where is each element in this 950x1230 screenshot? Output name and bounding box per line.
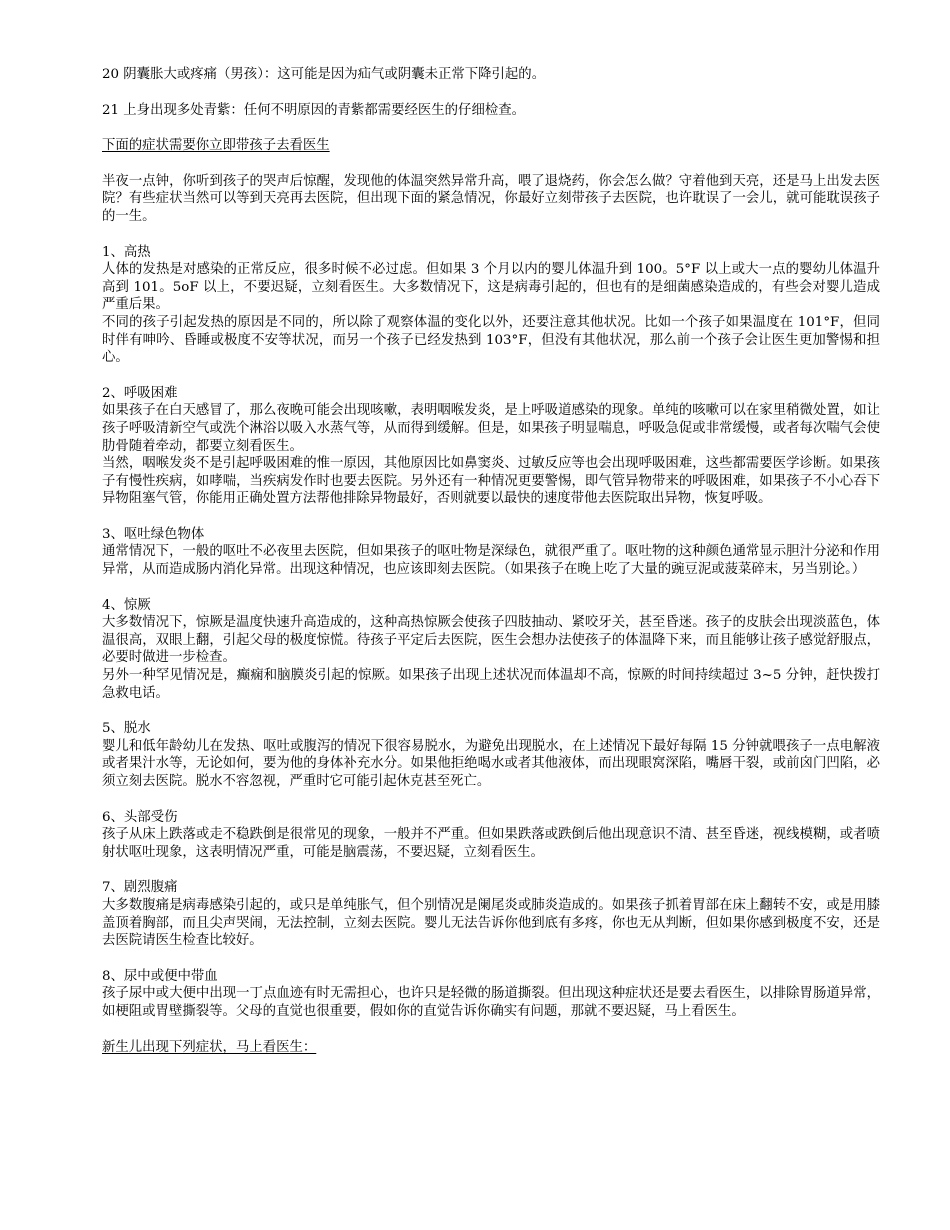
section-7 bbox=[102, 879, 880, 949]
section-paragraph: 大多数腹痛是病毒感染引起的，或只是单纯胀气，但个别情况是阑尾炎或肺炎造成的。如果孩子抓着胃部在床上翻转不安，或是用膝盖顶着胸部，而且尖声哭闹，无法控制，立刻去医院。婴儿无法告诉你他到底有多疼，你也无从判断，但如果你感到极度不安，还是去医院请医生检查比较好。 bbox=[102, 897, 880, 949]
section-8 bbox=[102, 968, 880, 1021]
section-1 bbox=[102, 244, 880, 367]
section-paragraph: 如果孩子在白天感冒了，那么夜晚可能会出现咳嗽，表明咽喉发炎，是上呼吸道感染的现象。单纯的咳嗽可以在家里稍微处置，如让孩子呼吸清新空气或洗个淋浴以吸入水蒸气等，从而得到缓解。但是，如果孩子明显喘息，呼吸急促或非常缓慢，或者每次喘气会使肋骨随着牵动，都要立刻看医生。 bbox=[102, 403, 880, 454]
section-title: 8、尿中或便中带血 bbox=[102, 968, 218, 984]
section-paragraph: 婴儿和低年龄幼儿在发热、呕吐或腹泻的情况下很容易脱水，为避免出现脱水，在上述情况下最好每隔 15 分钟就喂孩子一点电解液或者果汁水等，无论如何，要为他的身体补充水分。如果他拒绝喝水或者其他液体，而出现眼窝深陷，嘴唇干裂，或前囟门凹陷，必须立刻去医院。脱水不容忽视，严重时它可能引起休克甚至死亡。 bbox=[102, 738, 880, 789]
section-title: 1、高热 bbox=[102, 244, 151, 260]
section-paragraph: 孩子尿中或大便中出现一丁点血迹有时无需担心，也许只是轻微的肠道撕裂。但出现这种症状还是要去看医生，以排除胃肠道异常，如梗阻或胃壁撕裂等。父母的直觉也很重要，假如你的直觉告诉你确实有问题，那就不要迟疑，马上看医生。 bbox=[102, 986, 880, 1019]
section-title: 2、呼吸困难 bbox=[102, 385, 178, 401]
item-21: 21 上身出现多处青紫：任何不明原因的青紫都需要经医生的仔细检查。 bbox=[102, 102, 526, 118]
section-title: 7、剧烈腹痛 bbox=[102, 880, 178, 896]
section-4 bbox=[102, 597, 880, 703]
section-title: 5、脱水 bbox=[102, 721, 151, 737]
section-paragraph: 另外一种罕见情况是，癫痫和脑膜炎引起的惊厥。如果孩子出现上述状况而体温却不高，惊厥的时间持续超过 3~5 分钟，赶快拨打急救电话。 bbox=[102, 668, 880, 701]
section-paragraph: 大多数情况下，惊厥是温度快速升高造成的，这种高热惊厥会使孩子四肢抽动、紧咬牙关，甚至昏迷。孩子的皮肤会出现淡蓝色，体温很高，双眼上翻，引起父母的极度惊慌。待孩子平定后去医院，医生会想办法使孩子的体温降下来，而且能够让孩子感觉舒服点，必要时做进一步检查。 bbox=[102, 615, 880, 666]
section-paragraph: 当然，咽喉发炎不是引起呼吸困难的惟一原因，其他原因比如鼻窦炎、过敏反应等也会出现呼吸困难，这些都需要医学诊断。如果孩子有慢性疾病，如哮喘，当疾病发作时也要去医院。另外还有一种情况更要警惕，即气管异物带来的呼吸困难，如果孩子不小心吞下异物阻塞气管，你能用正确处置方法帮他排除异物最好，否则就要以最快的速度带他去医院取出异物，恢复呼吸。 bbox=[102, 456, 880, 507]
section-5 bbox=[102, 720, 880, 790]
intro-paragraph: 半夜一点钟，你听到孩子的哭声后惊醒，发现他的体温突然异常升高，喂了退烧药，你会怎么做？守着他到天亮，还是马上出发去医院？有些症状当然可以等到天亮再去医院，但出现下面的紧急情况，你最好立刻带孩子去医院，也许耽误了一会儿，就可能耽误孩子的一生。 bbox=[102, 173, 880, 224]
section-6 bbox=[102, 809, 880, 862]
document-page bbox=[102, 66, 880, 1056]
section-paragraph: 通常情况下，一般的呕吐不必夜里去医院，但如果孩子的呕吐物是深绿色，就很严重了。呕吐物的这种颜色通常显示胆汁分泌和作用异常，从而造成肠内消化异常。出现这种情况，也应该即刻去医院。（如果孩子在晚上吃了大量的豌豆泥或菠菜碎末，另当别论。） bbox=[102, 544, 880, 578]
section-title: 6、头部受伤 bbox=[102, 809, 178, 825]
item-20: 20 阴囊胀大或疼痛（男孩）：这可能是因为疝气或阴囊未正常下降引起的。 bbox=[102, 67, 546, 82]
heading-urgent: 下面的症状需要你立即带孩子去看医生 bbox=[102, 138, 330, 154]
section-paragraph: 不同的孩子引起发热的原因是不同的，所以除了观察体温的变化以外，还要注意其他状况。比如一个孩子如果温度在 101°F，但同时伴有呻吟、昏睡或极度不安等状况，而另一个孩子已经发热到 103°F，但没有其他状况，那么前一个孩子会让医生更加警惕和担心。 bbox=[102, 314, 880, 366]
section-paragraph: 孩子从床上跌落或走不稳跌倒是很常见的现象，一般并不严重。但如果跌落或跌倒后他出现意识不清、甚至昏迷，视线模糊，或者喷射状呕吐现象，这表明情况严重，可能是脑震荡，不要迟疑，立刻看医生。 bbox=[102, 827, 880, 860]
section-2 bbox=[102, 385, 880, 508]
section-paragraph: 人体的发热是对感染的正常反应，很多时候不必过虑。但如果 3 个月以内的婴儿体温升到 100。5°F 以上或大一点的婴幼儿体温升高到 101。5oF 以上，不要迟疑，立刻看医生。大多数情况下，这是病毒引起的，但也有的是细菌感染造成的，有些会对婴儿造成严重后果。 bbox=[102, 262, 880, 313]
section-title: 3、呕吐绿色物体 bbox=[102, 526, 205, 542]
section-title: 4、惊厥 bbox=[102, 597, 151, 613]
heading-newborn: 新生儿出现下列症状，马上看医生： bbox=[102, 1039, 317, 1055]
section-3 bbox=[102, 526, 880, 579]
